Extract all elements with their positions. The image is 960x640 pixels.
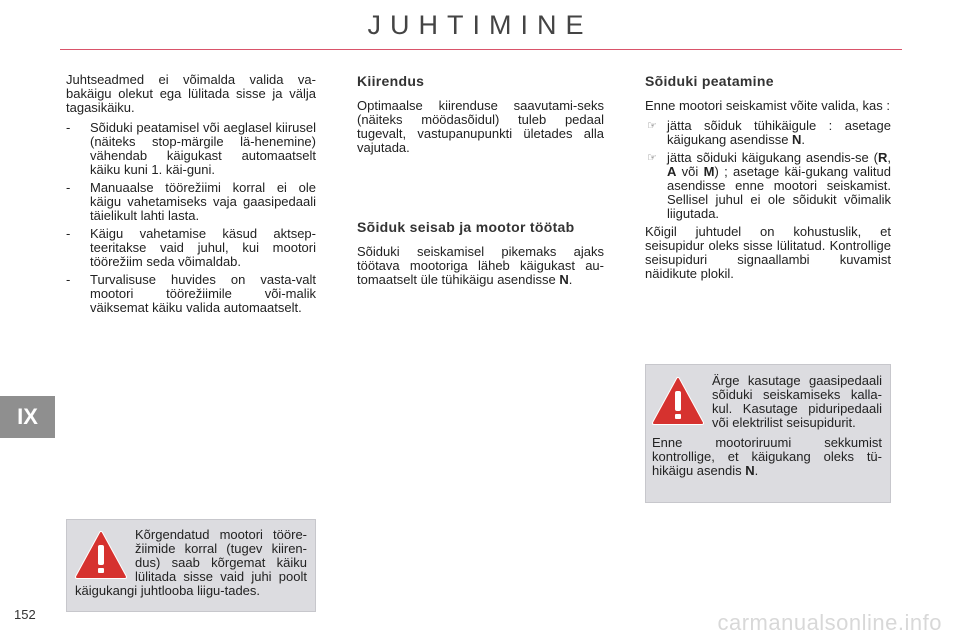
chapter-tab[interactable]: IX <box>0 396 55 438</box>
arrow-bullet-icon: ☞ <box>647 152 657 164</box>
watermark: carmanualsonline.info <box>717 610 942 635</box>
list-item: - Manuaalse töörežiimi korral ei ole käigu vahetamiseks vaja gaasipedaali täielikult lahti lasta. <box>66 181 316 223</box>
warning-text: Kõrgendatud mootori tööre-žiimide korral (tugev kiiren-dus) saab kõrgemat käiku lülitada sisse vaid juhi poolt käigukangi juhtlooba liigu-tades. <box>75 527 307 598</box>
dash-list <box>66 121 316 315</box>
kiirendus-paragraph: Optimaalse kiirenduse saavutami-seks (näiteks möödasõidul) tuleb pedaal tugevalt, vastupanupunkti ületades alla vajutada. <box>357 98 604 155</box>
warning-exclamation-icon <box>75 530 127 580</box>
intro-paragraph: Juhtseadmed ei võimalda valida va-bakäigu olekut ega lülitada sisse ja välja tagasikäiku. <box>66 72 316 115</box>
warning-text: Enne mootoriruumi sekkumist kontrollige, et käigukang oleks tü-hikäigu asendis N. <box>652 435 882 478</box>
section-heading-seisab: Sõiduk seisab ja mootor töötab <box>357 219 575 235</box>
page-number: 152 <box>14 607 36 622</box>
option-list <box>645 119 891 221</box>
column-left <box>66 73 316 319</box>
list-item: ☞ jätta sõiduki käigukang asendis-se (R, A või M) ; asetage käi-gukang valitud asendisse enne mootori seiskamist. Sellisel juhul ei ole sõidukit võimalik liigutada. <box>647 150 892 221</box>
warning-text: Ärge kasutage gaasipedaali sõiduki seiskamiseks kalla-kul. Kasutage piduripedaali või elektrilist seisupidurit. <box>712 373 882 430</box>
seisab-paragraph: Sõiduki seiskamisel pikemaks ajaks töötava mootoriga läheb käigukast au-tomaatselt üle tühikäigu asendisse N. <box>357 244 604 287</box>
peatamine-intro: Enne mootori seiskamist võite valida, kas : <box>645 98 890 113</box>
column-right <box>645 73 891 287</box>
title-divider <box>60 49 902 50</box>
column-middle <box>357 73 604 293</box>
peatamine-outro: Kõigil juhtudel on kohustuslik, et seisupidur oleks sisse lülitatud. Kontrollige seisupiduri signaallambi kuvamist näidikute plokil. <box>645 224 891 281</box>
list-item: - Käigu vahetamise käsud aktsep-teeritakse vaid juhul, kui mootori töörežiim seda võimaldab. <box>66 227 316 269</box>
arrow-bullet-icon: ☞ <box>647 120 657 132</box>
list-item: - Sõiduki peatamisel või aeglasel kiirusel (näiteks stop-märgile lä-henemine) vähendab käigukast automaatselt käiku kuni 1. käi-guni. <box>66 121 316 177</box>
warning-box-parking <box>645 364 891 503</box>
section-heading-peatamine: Sõiduki peatamine <box>645 73 774 89</box>
section-heading-kiirendus: Kiirendus <box>357 73 425 89</box>
list-item: ☞ jätta sõiduk tühikäigule : asetage käigukang asendisse N. <box>647 118 891 147</box>
page-title: JUHTIMINE <box>367 10 593 40</box>
warning-box-gear-shift <box>66 519 316 612</box>
warning-exclamation-icon <box>652 376 704 426</box>
list-item: - Turvalisuse huvides on vasta-valt mootori töörežiimile või-malik väiksemat käiku valida automaatselt. <box>66 273 316 315</box>
